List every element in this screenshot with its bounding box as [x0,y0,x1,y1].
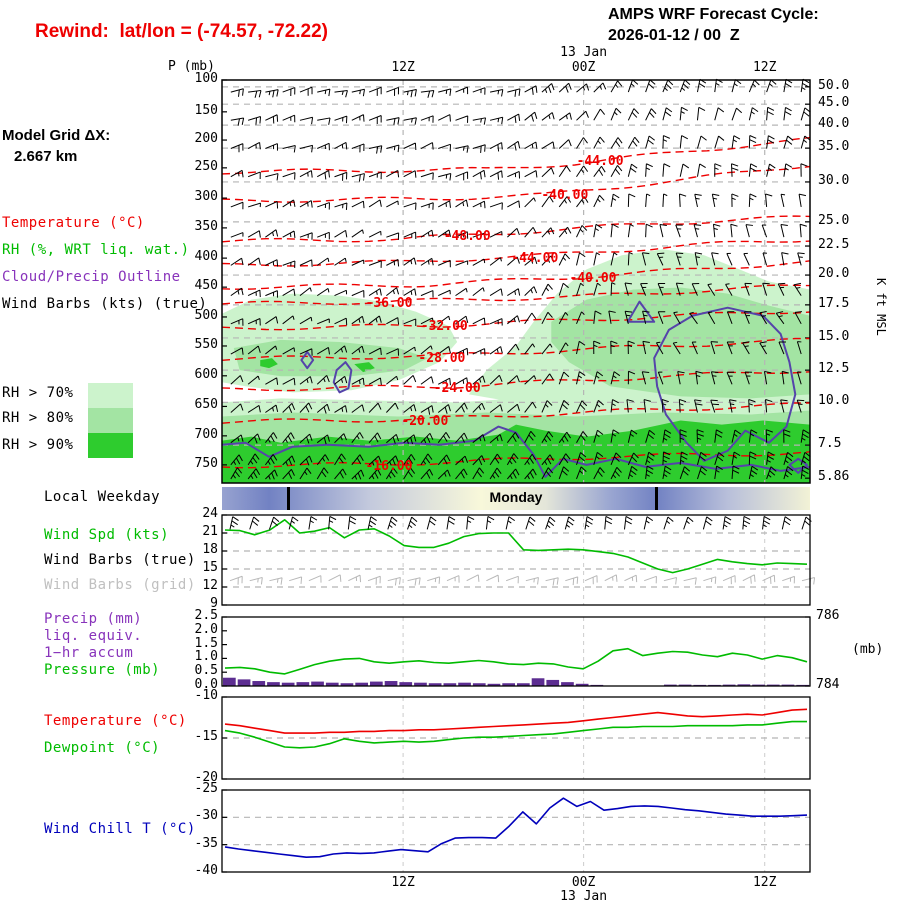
altitude-tick-label: 22.5 [818,237,850,253]
page-title: Rewind: lat/lon = (-74.57, -72.22) [35,21,328,42]
time-tick-label-bottom: 12Z [391,875,415,890]
wind-spd-label: Wind Spd (kts) [44,527,170,543]
pressure-tick-label: 150 [194,102,218,118]
altitude-tick-label: 15.0 [818,328,850,344]
rh-legend-80-label: RH > 80% [2,410,74,426]
pressure-tick-label: 250 [194,158,218,174]
precip-label-3: 1−hr accum [44,645,134,661]
dewpoint-label: Dewpoint (°C) [44,740,161,756]
time-tick-label-bottom: 00Z [571,875,596,890]
y-tick-label: 0.0 [194,677,218,692]
y-tick-label: 15 [202,560,218,575]
contour-label: -20.00 [401,414,449,430]
y-tick-label: -25 [194,781,218,796]
wind-barbs-grid-label: Wind Barbs (grid) [44,577,196,593]
altitude-tick-label: 30.0 [818,172,850,188]
altitude-tick-label: 50.0 [818,77,850,93]
pressure-tick-label: 600 [194,366,218,382]
date-label-bottom: 13 Jan [560,889,608,900]
pressure-unit-label: (mb) [852,642,884,657]
altitude-tick-label: 35.0 [818,139,850,155]
contour-label: -32.00 [420,319,468,335]
contour-label: -48.00 [443,229,491,245]
contour-label: -40.00 [541,188,589,204]
pressure-tick-label: 300 [194,189,218,205]
rh-legend-70-label: RH > 70% [2,385,74,401]
date-label-top: 13 Jan [560,45,608,60]
weekday-name: Monday [489,489,543,505]
right-y-tick-label: 784 [816,677,840,692]
pressure-tick-label: 400 [194,249,218,265]
contour-label: -40.00 [569,271,617,287]
pressure-tick-label: 350 [194,218,218,234]
pressure-tick-label: 650 [194,397,218,413]
altitude-tick-label: 20.0 [818,266,850,282]
y-tick-label: 1.0 [194,649,218,665]
altitude-tick-label: 40.0 [818,116,850,132]
model-grid-value: 2.667 km [14,148,78,165]
y-tick-label: 9 [210,596,218,611]
wind-barbs-true-label: Wind Barbs (true) [44,552,196,568]
rh-legend-80-swatch [88,408,133,433]
time-tick-label-bottom: 12Z [752,875,777,890]
legend-temperature: Temperature (°C) [2,215,145,231]
local-weekday-label: Local Weekday [44,489,161,505]
y-tick-label: -20 [194,770,218,785]
altitude-tick-label: 45.0 [818,95,850,111]
altitude-tick-label: 5.86 [818,469,850,485]
pressure-tick-label: 100 [194,71,218,86]
rh-legend-70-swatch [88,383,133,408]
y-tick-label: 24 [202,506,218,521]
time-tick-label-top: 12Z [391,60,415,75]
forecast-cycle-line2: 2026-01-12 / 00 Z [608,27,740,44]
contour-label: -24.00 [433,381,481,397]
y-tick-label: -35 [194,835,218,851]
time-tick-label-top: 00Z [571,60,596,75]
right-y-tick-label: 786 [816,608,840,623]
contour-label: -36.00 [365,296,413,312]
altitude-axis-label: K ft MSL [874,278,889,336]
wind-chill-label: Wind Chill T (°C) [44,821,196,837]
altitude-tick-label: 17.5 [818,295,850,311]
contour-label: -16.00 [365,458,413,474]
y-tick-label: 12 [202,578,218,593]
contour-label: -44.00 [511,250,559,266]
pressure-tick-label: 200 [194,131,218,147]
pressure-tick-label: 700 [194,426,218,442]
legend-wind-barbs: Wind Barbs (kts) (true) [2,296,208,312]
weekday-boundary-tick [287,487,290,510]
rh-legend-90-swatch [88,433,133,458]
precip-label-1: Precip (mm) [44,611,143,627]
altitude-tick-label: 25.0 [818,212,850,228]
pressure-label: Pressure (mb) [44,662,161,678]
y-tick-label: -40 [194,863,218,878]
y-tick-label: 0.5 [194,663,218,679]
pressure-axis-label: P (mb) [168,59,215,74]
weekday-boundary-tick [655,487,658,510]
contour-label: -28.00 [418,350,466,366]
pressure-tick-label: 450 [194,278,218,294]
pressure-tick-label: 550 [194,336,218,352]
pressure-tick-label: 750 [194,455,218,471]
pressure-tick-label: 500 [194,307,218,323]
local-weekday-bar [222,487,810,510]
legend-cloud-precip: Cloud/Precip Outline [2,269,181,285]
legend-rh: RH (%, WRT liq. wat.) [2,242,190,258]
y-tick-label: 2.0 [194,621,218,637]
y-tick-label: -10 [194,688,218,703]
contour-label: -44.00 [576,153,624,169]
forecast-cycle-line1: AMPS WRF Forecast Cycle: [608,6,819,23]
y-tick-label: 2.5 [194,608,218,623]
rh-legend-90-label: RH > 90% [2,437,74,453]
temperature-label: Temperature (°C) [44,713,187,729]
time-tick-label-top: 12Z [752,60,777,75]
altitude-tick-label: 12.5 [818,361,850,377]
precip-label-2: liq. equiv. [44,628,143,644]
y-tick-label: 18 [202,542,218,557]
y-tick-label: -15 [194,729,218,744]
model-grid-label: Model Grid ΔX: [2,127,111,144]
altitude-tick-label: 10.0 [818,393,850,409]
altitude-tick-label: 7.5 [818,436,842,452]
y-tick-label: -30 [194,808,218,824]
y-tick-label: 21 [202,524,218,539]
y-tick-label: 1.5 [194,635,218,651]
